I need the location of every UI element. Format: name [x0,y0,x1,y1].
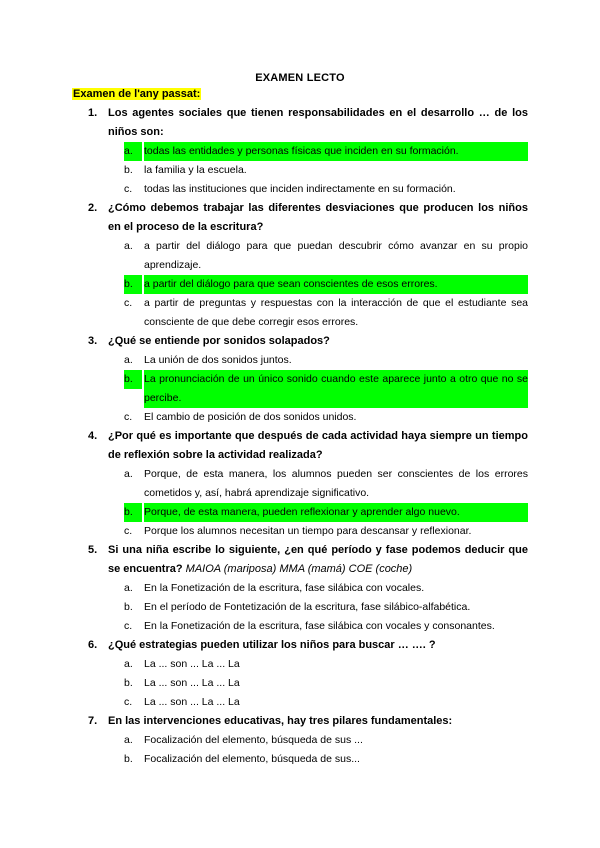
question-text: Los agentes sociales que tienen responsabilidades en el desarrollo … de los niños son: [108,107,528,138]
question-6-option-b [124,674,528,693]
question-5 [88,541,528,579]
option-letter: a. [124,468,133,480]
question-6-option-a [124,655,528,674]
question-text-main: Si una niña escribe lo siguiente, ¿en qué período y fase podemos deducir que se encuentra? [108,544,528,575]
option-text: Porque, de esta manera, los alumnos pueden ser conscientes de los errores cometidos y, así, habrá aprendizaje significativo. [144,468,528,499]
option-text: La ... son ... La ... La [144,696,240,708]
option-letter: b. [124,503,142,522]
option-text: La ... son ... La ... La [144,677,240,689]
option-letter: c. [124,620,133,632]
question-number: 3. [88,335,98,347]
option-letter: c. [124,696,133,708]
question-7-option-a [124,731,528,750]
option-letter: b. [124,601,133,613]
option-letter: c. [124,297,133,309]
question-6 [88,636,528,655]
question-number: 7. [88,715,98,727]
option-letter: c. [124,183,133,195]
option-letter: b. [124,164,133,176]
question-3-option-b [124,370,528,408]
question-2 [88,199,528,237]
option-text: a partir del diálogo para que sean conscientes de esos errores. [144,275,528,294]
question-4-option-c [124,522,528,541]
question-number: 4. [88,430,98,442]
option-text: todas las instituciones que inciden indirectamente en su formación. [144,183,456,195]
question-4-option-b [124,503,528,522]
option-text: a partir del diálogo para que puedan descubrir cómo avanzar en su propio aprendizaje. [144,240,528,271]
option-letter: a. [124,142,142,161]
question-3 [88,332,528,351]
question-5-option-b [124,598,528,617]
option-letter: a. [124,582,133,594]
question-text: En las intervenciones educativas, hay tres pilares fundamentales: [108,715,453,727]
question-3-option-c [124,408,528,427]
question-4-option-a [124,465,528,503]
option-letter: a. [124,734,133,746]
question-1 [88,104,528,142]
option-text: La unión de dos sonidos juntos. [144,354,292,366]
question-7-option-b [124,750,528,769]
option-text: a partir de preguntas y respuestas con la interacción de que el estudiante sea consciente de que debe corregir esos errores. [144,297,528,328]
option-text: La ... son ... La ... La [144,658,240,670]
option-letter: a. [124,658,133,670]
option-letter: b. [124,275,142,294]
question-text [108,541,528,579]
question-5-option-a [124,579,528,598]
option-text: todas las entidades y personas físicas que inciden en su formación. [144,142,528,161]
option-text: El cambio de posición de dos sonidos unidos. [144,411,357,423]
question-7 [88,712,528,731]
question-text: ¿Qué estrategias pueden utilizar los niños para buscar … …. ? [108,639,436,651]
question-1-option-c [124,180,528,199]
page-title: EXAMEN LECTO [255,72,345,84]
question-text: ¿Qué se entiende por sonidos solapados? [108,335,330,347]
question-2-option-c [124,294,528,332]
question-5-option-c [124,617,528,636]
question-number: 6. [88,639,98,651]
question-1-option-a [124,142,528,161]
option-text: Porque los alumnos necesitan un tiempo para descansar y reflexionar. [144,525,472,537]
question-3-option-a [124,351,528,370]
question-2-option-b [124,275,528,294]
question-number: 5. [88,544,98,556]
option-text: la familia y la escuela. [144,164,247,176]
option-text: Porque, de esta manera, pueden reflexionar y aprender algo nuevo. [144,503,528,522]
option-letter: b. [124,677,133,689]
question-text: ¿Cómo debemos trabajar las diferentes desviaciones que producen los niños en el proceso de la escritura? [108,202,528,233]
option-text: En el período de Fontetización de la escritura, fase silábico-alfabética. [144,601,471,613]
question-1-option-b [124,161,528,180]
question-text: ¿Por qué es importante que después de cada actividad haya siempre un tiempo de reflexión sobre la actividad realizada? [108,430,528,461]
option-letter: b. [124,370,142,389]
option-text: En la Fonetización de la escritura, fase silábica con vocales y consonantes. [144,620,495,632]
question-2-option-a [124,237,528,275]
option-letter: a. [124,240,133,252]
option-letter: b. [124,753,133,765]
question-text-example: MAIOA (mariposa) MMA (mamá) COE (coche) [185,563,413,575]
page-subtitle: Examen de l'any passat: [73,88,201,100]
question-number: 1. [88,107,98,119]
question-4 [88,427,528,465]
question-6-option-c [124,693,528,712]
option-text: En la Fonetización de la escritura, fase silábica con vocales. [144,582,425,594]
option-text: Focalización del elemento, búsqueda de sus... [144,753,360,765]
option-letter: c. [124,525,133,537]
option-letter: a. [124,354,133,366]
option-text: La pronunciación de un único sonido cuando este aparece junto a otro que no se percibe. [144,370,528,408]
option-text: Focalización del elemento, búsqueda de sus ... [144,734,363,746]
option-letter: c. [124,411,133,423]
question-number: 2. [88,202,98,214]
